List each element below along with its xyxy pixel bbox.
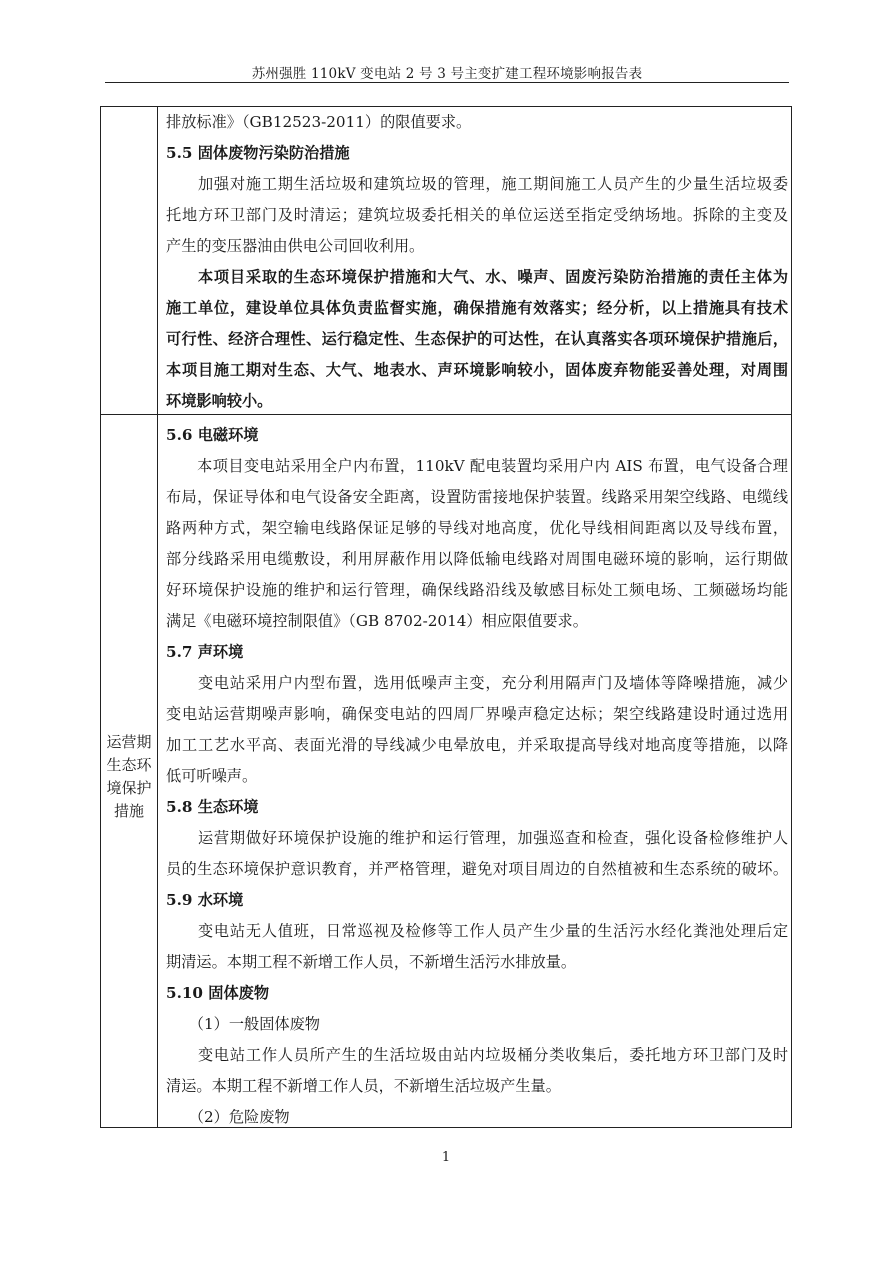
bold-text-line: 本项目施工期对生态、大气、地表水、声环境影响较小，固体废弃物能妥善处理，对周围	[166, 361, 788, 379]
text-line: 变电站采用户内型布置，选用低噪声主变，充分利用隔声门及墙体等降噪措施，减少	[166, 674, 788, 692]
label-line: 措施	[113, 802, 144, 820]
text-line: 加工工艺水平高、表面光滑的导线减少电晕放电，并采取提高导线对地高度等措施，以降	[166, 736, 788, 754]
label-line: 运营期	[106, 733, 152, 751]
page-number: 1	[441, 1150, 451, 1165]
label-line: 生态环	[106, 756, 152, 774]
text-line: 加强对施工期生活垃圾和建筑垃圾的管理，施工期间施工人员产生的少量生活垃圾委	[166, 175, 788, 193]
text-line: 路两种方式，架空输电线路保证足够的导线对地高度，优化导线相间距离以及导线布置，	[166, 519, 788, 537]
text-line: 排放标准》（GB12523-2011）的限值要求。	[166, 113, 472, 131]
text-line: 部分线路采用电缆敷设，利用屏蔽作用以降低输电线路对周围电磁环境的影响，运行期做	[166, 550, 788, 568]
text-line: 变电站工作人员所产生的生活垃圾由站内垃圾桶分类收集后，委托地方环卫部门及时	[166, 1046, 788, 1064]
bold-text-line: 施工单位，建设单位具体负责监督实施，确保措施有效落实；经分析，以上措施具有技术	[166, 299, 788, 317]
text-line: 满足《电磁环境控制限值》（GB 8702-2014）相应限值要求。	[166, 612, 588, 630]
row2-label	[101, 731, 157, 823]
measures-table	[100, 106, 792, 1128]
section-heading-5-7: 5.7 声环境	[166, 643, 244, 661]
row2-content	[166, 420, 788, 1133]
label-line: 境保护	[106, 779, 152, 797]
text-line: 布局，保证导体和电气设备安全距离，设置防雷接地保护装置。线路采用架空线路、电缆线	[166, 488, 788, 506]
text-line: 清运。本期工程不新增工作人员，不新增生活垃圾产生量。	[166, 1077, 561, 1095]
section-heading-5-6: 5.6 电磁环境	[166, 426, 259, 444]
section-heading-5-8: 5.8 生态环境	[166, 798, 259, 816]
text-line: 变电站无人值班，日常巡视及检修等工作人员产生少量的生活污水经化粪池处理后定	[166, 922, 788, 940]
header-rule	[105, 82, 789, 83]
text-line: 低可听噪声。	[166, 767, 258, 785]
bold-text-line: 本项目采取的生态环境保护措施和大气、水、噪声、固废污染防治措施的责任主体为	[166, 268, 788, 286]
row1-content	[166, 107, 788, 417]
subheading-hazardous-waste: （2）危险废物	[166, 1108, 290, 1126]
text-line: 期清运。本期工程不新增工作人员，不新增生活污水排放量。	[166, 953, 577, 971]
subheading-general-waste: （1）一般固体废物	[166, 1015, 320, 1033]
text-line: 好环境保护设施的维护和运行管理，确保线路沿线及敏感目标处工频电场、工频磁场均能	[166, 581, 788, 599]
page-header-title: 苏州强胜 110kV 变电站 2 号 3 号主变扩建工程环境影响报告表	[251, 66, 643, 82]
text-line: 员的生态环境保护意识教育，并严格管理，避免对项目周边的自然植被和生态系统的破坏。	[166, 860, 788, 878]
section-heading-5-9: 5.9 水环境	[166, 891, 244, 909]
column-divider	[157, 107, 158, 1127]
text-line: 托地方环卫部门及时清运；建筑垃圾委托相关的单位运送至指定受纳场地。拆除的主变及	[166, 206, 788, 224]
section-heading-5-10: 5.10 固体废物	[166, 984, 270, 1002]
text-line: 本项目变电站采用全户内布置，110kV 配电装置均采用户内 AIS 布置，电气设备合理	[166, 457, 788, 475]
bold-text-line: 环境影响较小。	[166, 392, 273, 410]
text-line: 产生的变压器油由供电公司回收利用。	[166, 237, 425, 255]
text-line: 运营期做好环境保护设施的维护和运行管理，加强巡查和检查，强化设备检修维护人	[166, 829, 788, 847]
text-line: 变电站运营期噪声影响，确保变电站的四周厂界噪声稳定达标；架空线路建设时通过选用	[166, 705, 788, 723]
bold-text-line: 可行性、经济合理性、运行稳定性、生态保护的可达性，在认真落实各项环境保护措施后，	[166, 330, 788, 348]
section-heading-5-5: 5.5 固体废物污染防治措施	[166, 144, 350, 162]
